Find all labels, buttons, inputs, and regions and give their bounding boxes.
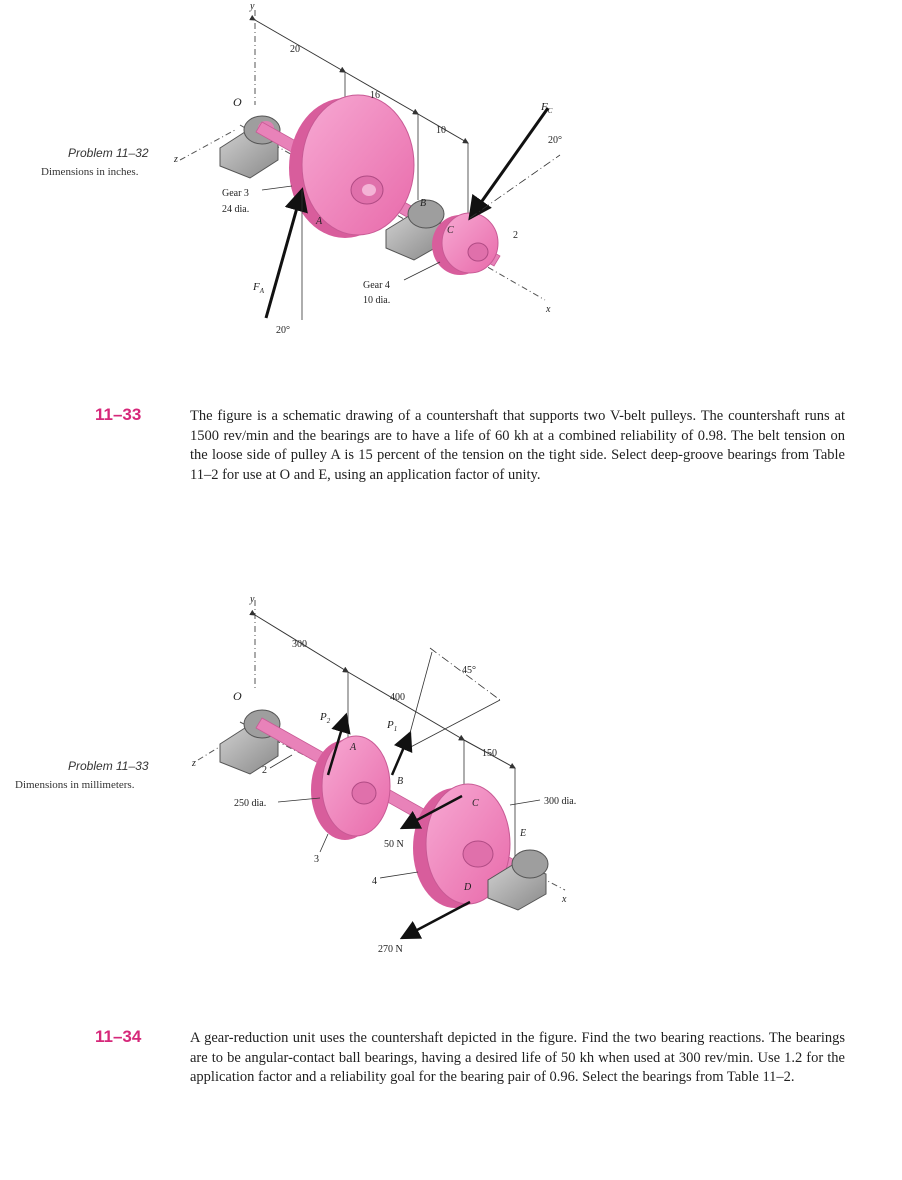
fig1-fc-ref: [470, 155, 560, 218]
fig1-force-fc-arrow: [470, 108, 548, 218]
fig1-gear4-name: Gear 4: [363, 280, 390, 291]
fig1-gear4-dia: 10 dia.: [363, 295, 391, 306]
problem-11-33-text: The figure is a schematic drawing of a countershaft that supports two V-belt pulleys. The countershaft runs at 1500 rev/min and the bearings are to have a life of 60 kh at a combined reliability of 0.98. The belt tension on the loose side of pulley A is 15 percent of the tension on the tight side. Select deep-groove bearings from Table 11–2 for use at O and E, using an application factor of unity.: [190, 408, 845, 483]
fig1-gear3-name: Gear 3: [222, 188, 249, 199]
fig2-pulley-c-dia: 300 dia.: [544, 796, 577, 807]
fig1-gear4-leader: [404, 262, 440, 280]
fig2-force-p1-ext: [410, 652, 432, 733]
fig1-dim-10-label: 10: [436, 125, 446, 136]
fig2-dim-400: [348, 672, 464, 740]
fig2-force-50n-label: 50 N: [384, 839, 404, 850]
fig1-label-a: A: [316, 216, 323, 227]
fig2-label-e: E: [520, 828, 527, 839]
fig1-force-fa-label: $F_A$: [253, 281, 265, 295]
fig2-dim-150-label: 150: [482, 748, 497, 759]
fig1-label-y: y: [250, 1, 255, 12]
fig2-angle-label: 45°: [462, 665, 476, 676]
fig1-dim-16-label: 16: [370, 90, 380, 101]
fig1-force-fc-label: $F_C$: [541, 101, 553, 115]
fig1-caption-title: Problem 11–32: [68, 146, 149, 160]
fig1-dim-20: [255, 20, 345, 72]
fig1-label-b: B: [420, 198, 427, 209]
fig2-force-p2-label: $P_2$: [320, 711, 331, 725]
fig2-label-a: A: [350, 742, 357, 753]
fig2-dim-400-label: 400: [390, 692, 405, 703]
fig2-label-d: D: [464, 882, 472, 893]
fig1-label-z: z: [174, 154, 178, 165]
fig1-force-fa-arrow: [266, 190, 302, 318]
fig2-label-b: B: [397, 776, 404, 787]
fig2-pulley-c-leader: [510, 800, 540, 805]
fig1-dim-2-label: 2: [513, 230, 518, 241]
fig2-dim-300-label: 300: [292, 639, 307, 650]
fig2-force-p1-arrow: [392, 733, 410, 775]
fig2-force-270n-arrow: [402, 902, 470, 938]
fig2-label-3: 3: [314, 854, 319, 865]
fig1-gear-4: [432, 213, 498, 275]
fig1-label-c: C: [447, 225, 454, 236]
fig2-label-4: 4: [372, 876, 377, 887]
fig2-label-o: O: [233, 689, 242, 703]
fig2-bearing-o: [220, 710, 280, 774]
fig2-leader-4: [380, 872, 418, 878]
fig1-bearing-o: [220, 116, 280, 178]
fig2-caption-title: Problem 11–33: [68, 759, 149, 773]
fig2-pulley-a-dia: 250 dia.: [234, 798, 267, 809]
fig2-force-p1-label: $P_1$: [387, 719, 398, 733]
problem-11-33-number: 11–33: [95, 405, 142, 424]
fig2-angle-ref-2: [405, 700, 500, 750]
fig2-force-270n-label: 270 N: [378, 944, 403, 955]
fig1-angle-top: 20°: [548, 135, 562, 146]
fig1-label-x: x: [546, 304, 551, 315]
fig2-leader-3: [320, 834, 328, 852]
problem-11-34-text: A gear-reduction unit uses the countershaft depicted in the figure. Find the two bearing reactions. The bearings are to be angular-contact ball bearings, having a desired life of 50 kh when used at 300 rev/min. Use 1.2 for the application factor and a reliability goal for the bearing pair of 0.96. Select the bearings from Table 11–2.: [190, 1030, 845, 1085]
fig1-label-o: O: [233, 95, 242, 109]
fig2-label-c: C: [472, 798, 479, 809]
fig2-caption-sub: Dimensions in millimeters.: [15, 779, 135, 791]
fig2-label-z: z: [192, 758, 196, 769]
fig1-caption-sub: Dimensions in inches.: [41, 166, 139, 178]
figure-problem-11-32: [0, 0, 902, 345]
fig1-angle-bottom: 20°: [276, 325, 290, 336]
fig2-label-y: y: [250, 594, 255, 605]
fig1-dim-20-label: 20: [290, 44, 300, 55]
fig2-label-x: x: [562, 894, 567, 905]
figure-problem-11-33: [0, 580, 902, 980]
fig1-gear3-leader: [262, 186, 292, 190]
fig2-label-2: 2: [262, 765, 267, 776]
fig1-gear-3: [289, 95, 414, 238]
fig1-gear3-dia: 24 dia.: [222, 204, 250, 215]
problem-11-34-number: 11–34: [95, 1027, 142, 1046]
